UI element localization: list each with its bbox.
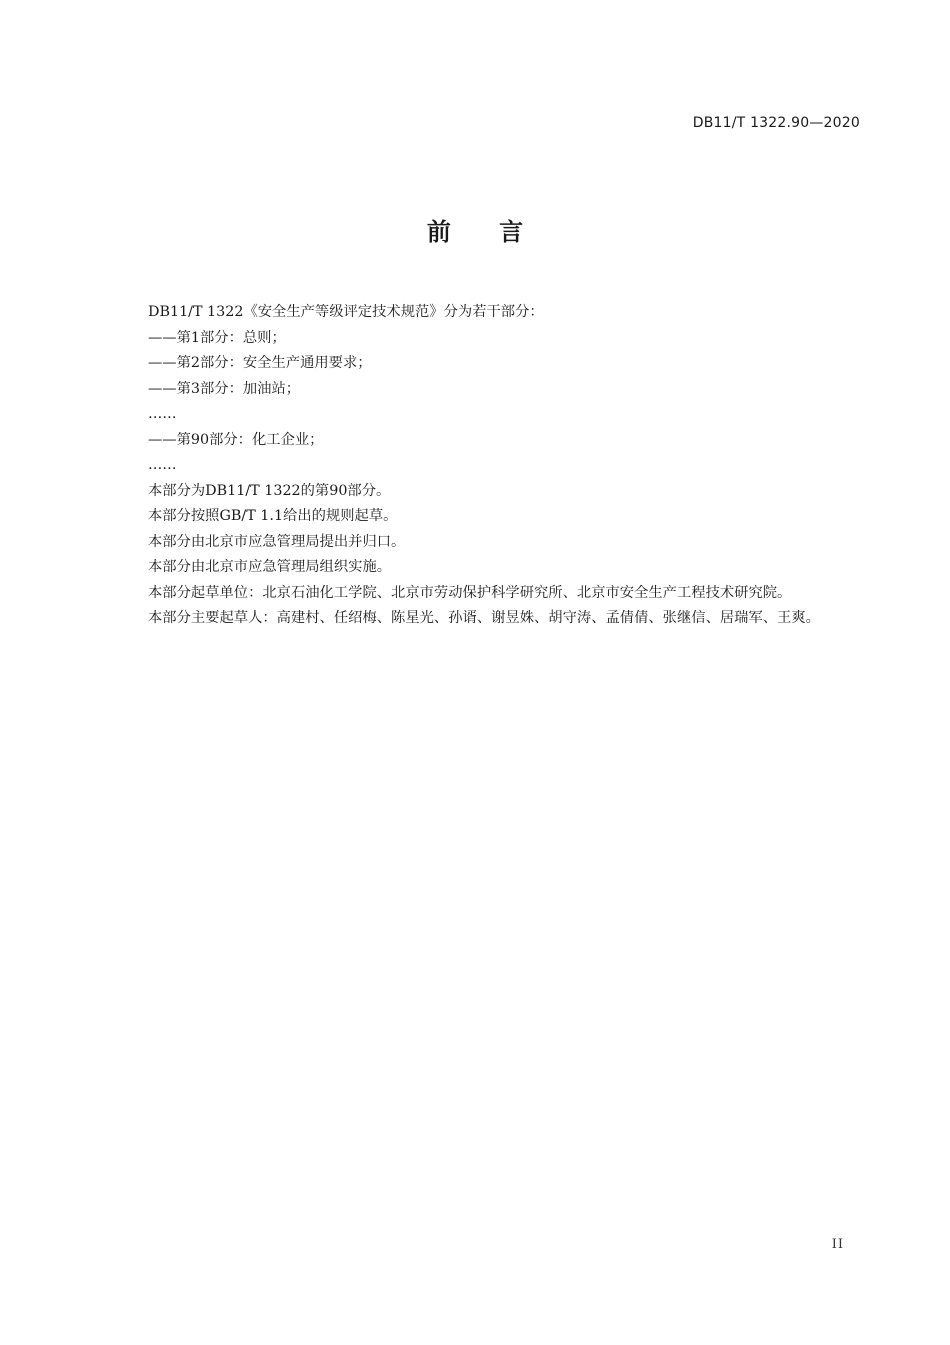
paragraph-implementer: 本部分由北京市应急管理局组织实施。 [148,559,392,575]
paragraph-proposer: 本部分由北京市应急管理局提出并归口。 [148,533,406,550]
paragraph-drafters: 本部分主要起草人：高建村、任绍梅、陈星光、孙谞、谢昱姝、胡守涛、孟倩倩、张继信、居瑞军、王爽。 [148,610,820,626]
list-item-part-3: ——第3部分：加油站； [148,380,301,397]
paragraph-part-statement: 本部分为DB11/T 1322的第90部分。 [148,482,391,499]
document-code: DB11/T 1322.90—2020 [692,115,860,131]
paragraph-drafting-rules: 本部分按照GB/T 1.1给出的规则起草。 [148,508,398,524]
foreword-body [115,300,860,632]
list-item-part-1: ——第1部分：总则； [148,329,286,346]
paragraph-drafting-units: 本部分起草单位：北京石油化工学院、北京市劳动保护科学研究所、北京市安全生产工程技术研究院。 [148,584,792,601]
list-ellipsis: …… [148,406,177,422]
list-item-part-2: ——第2部分：安全生产通用要求； [148,355,372,371]
paragraph-series-intro: DB11/T 1322《安全生产等级评定技术规范》分为若干部分： [148,304,544,320]
page-title: 前 言 [426,218,544,246]
page-number: II [831,1237,844,1252]
list-ellipsis: …… [148,457,177,473]
list-item-part-90: ——第90部分：化工企业； [148,431,324,448]
